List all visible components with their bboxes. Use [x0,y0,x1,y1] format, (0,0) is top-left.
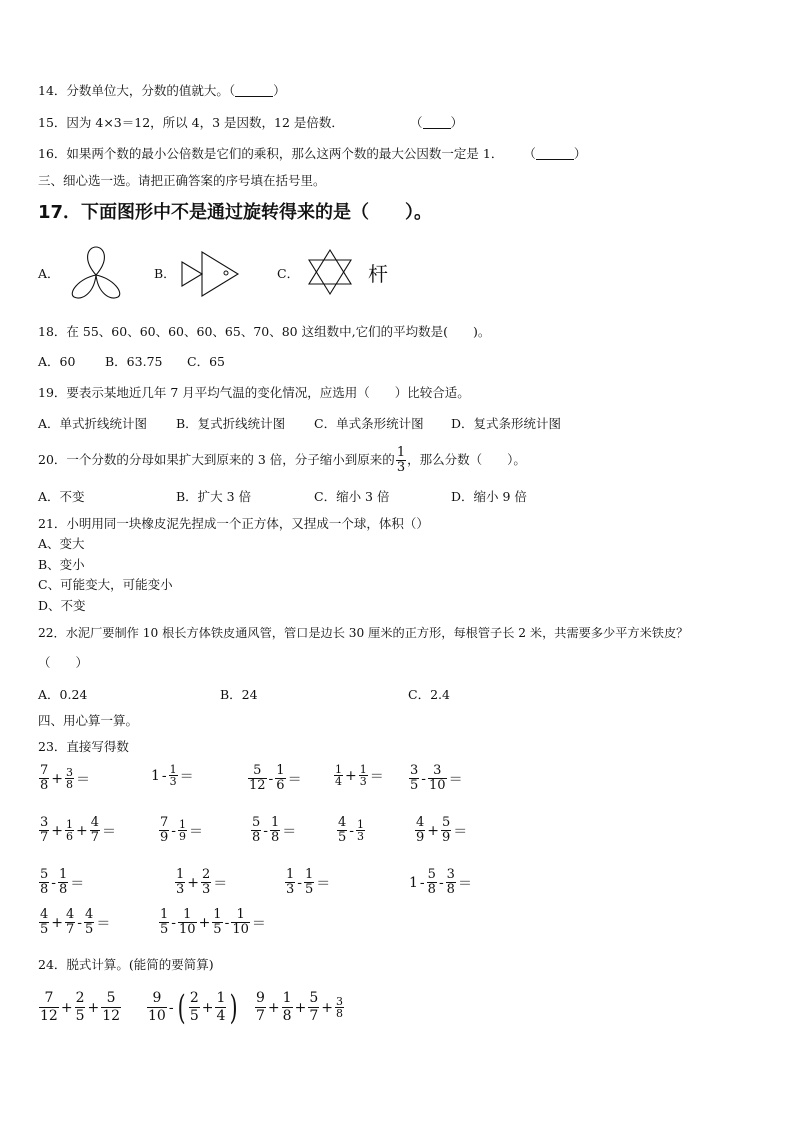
denominator: 3 [357,830,365,843]
numerator: 1 [357,818,365,831]
q17-option-c-char: 杆 [368,262,388,286]
fraction [178,819,187,842]
minus-sign: - [419,874,425,891]
denominator: 8 [40,882,49,897]
calc-expr [38,908,111,937]
numerator: 3 [66,766,74,779]
equals-sign: ＝ [251,915,266,932]
numerator: 4 [40,907,49,922]
plus-sign: + [294,999,307,1016]
equals-sign: ＝ [369,768,384,785]
plus-sign: + [267,999,280,1016]
fraction [175,868,185,897]
fraction [75,990,86,1025]
denominator: 5 [410,778,419,793]
paren-close: ) [230,987,239,1028]
question-15 [38,114,464,132]
numerator: 7 [40,763,49,778]
numerator: 1 [179,818,187,831]
numerator: 5 [101,990,121,1008]
denominator: 5 [75,1008,85,1024]
fraction [39,908,49,937]
q22-option-c[interactable]: C．2.4 [408,687,450,702]
question-19: 19．要表示某地近几年 7 月平均气温的变化情况，应选用（ ）比较合适。 [38,385,470,400]
equals-sign: ＝ [287,771,302,788]
question-22: 22．水泥厂要制作 10 根长方体铁皮通风管，管口是边长 30 厘米的正方形，每根管子长 2 米，共需要多少平方米铁皮？ [38,626,689,640]
numerator: 5 [442,815,451,830]
equals-sign: ＝ [316,875,331,892]
calc-expr [250,816,297,845]
fraction [231,908,250,937]
denominator: 7 [40,830,49,845]
fraction [441,816,451,845]
fraction [101,990,121,1025]
plus-sign: + [87,999,100,1016]
section-4-heading: 四、用心算一算。 [38,713,139,728]
trefoil-figure [64,245,128,301]
minus-sign: - [161,767,167,784]
denominator: 9 [179,830,187,843]
numerator: 4 [416,815,425,830]
numerator: 1 [59,867,68,882]
q19-option-b[interactable]: B．复式折线统计图 [176,416,286,431]
denominator: 5 [338,830,347,845]
denominator: 7 [90,830,100,845]
numerator: 5 [248,764,267,779]
denominator: 7 [256,1008,265,1024]
q17-option-a-label: A． [38,266,60,281]
fraction [304,868,314,897]
numerator: 3 [335,995,343,1008]
plus-sign: + [321,999,333,1016]
answer-blank[interactable] [423,116,451,129]
equals-sign: ＝ [189,823,204,840]
numerator: 5 [252,815,261,830]
equals-sign: ＝ [457,875,472,892]
plus-sign: + [198,914,211,931]
fraction [58,868,68,897]
q18-option-c[interactable]: C．65 [187,354,225,369]
plus-sign: + [51,822,64,839]
numerator: 2 [202,867,211,882]
calc-expr [414,816,468,845]
denominator: 6 [276,778,285,793]
numerator: 3 [410,763,419,778]
q21-option-c[interactable]: C、可能变大，可能变小 [38,577,173,592]
fraction [359,764,368,787]
numerator: 1 [271,815,280,830]
numerator: 9 [256,990,265,1006]
numerator: 1 [335,763,342,776]
minus-sign: - [438,874,444,891]
numerator: 1 [231,908,250,923]
denominator: 4 [216,1008,226,1024]
denominator: 9 [442,830,451,845]
q20-option-c[interactable]: C．缩小 3 倍 [314,489,390,504]
plus-sign: + [427,822,440,839]
denominator: 8 [446,882,455,897]
denominator: 8 [282,1008,292,1024]
fraction [282,990,293,1025]
q19-option-a[interactable]: A．单式折线统计图 [38,416,148,431]
minus-sign: - [51,874,57,891]
calc-expr [333,764,385,787]
numerator: 1 [359,763,367,776]
q16-answer[interactable] [523,146,586,161]
number: 1 [151,767,160,784]
q18-option-b[interactable]: B．63.75 [105,354,163,369]
fraction [335,996,344,1019]
denominator: 12 [102,1008,121,1024]
numerator: 2 [189,990,199,1006]
q17-option-c-label: C． [277,266,300,281]
fraction [409,764,419,793]
denominator: 8 [335,1007,343,1020]
equals-sign: ＝ [282,823,297,840]
numerator: 5 [427,867,436,882]
fraction [356,819,365,842]
q20-text-part2: ，那么分数（ ）。 [407,452,526,467]
fraction [201,868,211,897]
numerator: 1 [305,867,314,882]
numerator: 2 [75,990,85,1006]
question-24-title: 24．脱式计算。(能简的要简算) [38,957,214,972]
calc-expr [336,816,366,845]
calc-expr [38,816,117,845]
denominator: 4 [335,775,342,788]
numerator: 5 [40,867,49,882]
minus-sign: - [349,822,355,839]
numerator: 4 [85,907,94,922]
q14-text: 14．分数单位大，分数的值就大。（ [38,83,236,98]
q22-option-a[interactable]: A．0.24 [38,687,88,702]
calc-expr [146,987,241,1028]
denominator: 8 [66,778,74,791]
denominator: 3 [286,882,295,897]
q16-text: 16．如果两个数的最小公倍数是它们的乘积，那么这两个数的最大公因数一定是 1． [38,146,504,161]
numerator: 1 [160,907,169,922]
denominator: 10 [179,922,196,937]
plus-sign: + [345,767,357,784]
q15-answer[interactable] [410,114,463,132]
fraction [248,764,267,793]
fraction [169,764,178,787]
minus-sign: - [224,914,230,931]
numerator: 3 [40,815,49,830]
paren-open: ( [177,987,186,1028]
paren-open: （ [410,115,423,130]
q15-text: 15．因为 4×3＝12，所以 4，3 是因数，12 是倍数． [38,115,344,130]
fraction [65,908,75,937]
minus-sign: - [421,770,427,787]
section-3-heading: 三、细心选一选。请把正确答案的序号填在括号里。 [38,173,326,188]
calc-expr [408,868,473,897]
numerator: 3 [428,764,447,779]
denominator: 5 [189,1008,199,1024]
denominator: 10 [429,778,446,793]
fraction [255,990,266,1025]
minus-sign: - [268,770,274,787]
denominator: 8 [59,882,68,897]
minus-sign: - [171,914,177,931]
denominator: 9 [416,830,425,845]
paren-open: （ [523,146,536,161]
q20-option-b[interactable]: B．扩大 3 倍 [176,489,252,504]
fraction [285,868,295,897]
fraction [178,908,197,937]
answer-blank[interactable] [536,147,574,160]
calc-expr [284,868,331,897]
question-14 [38,82,286,100]
numerator: 3 [446,867,455,882]
denominator: 6 [66,830,74,843]
minus-sign: - [77,914,83,931]
equals-sign: ＝ [102,823,117,840]
numerator: 1 [213,907,222,922]
numerator: 4 [338,815,347,830]
fraction [39,990,59,1025]
fraction [275,764,285,793]
calc-expr [38,990,122,1025]
denominator: 3 [176,882,185,897]
numerator: 7 [39,990,59,1008]
minus-sign: - [168,999,174,1016]
question-17: 17．下面图形中不是通过旋转得来的是（ ）。 [38,202,433,223]
fraction [189,990,200,1025]
fraction [39,868,49,897]
equals-sign: ＝ [448,771,463,788]
denominator: 3 [359,775,367,788]
answer-blank[interactable] [235,84,273,97]
denominator: 5 [305,882,314,897]
minus-sign: - [297,874,303,891]
denominator: 7 [66,922,75,937]
fraction [415,816,425,845]
denominator: 8 [252,830,261,845]
plus-sign: + [51,914,64,931]
denominator: 8 [427,882,436,897]
equals-sign: ＝ [453,823,468,840]
calc-expr [254,990,345,1025]
fraction [39,816,49,845]
fraction-one-third [396,446,406,475]
calc-expr [408,764,464,793]
paren-close: ） [273,83,286,98]
denominator: 5 [160,922,169,937]
equals-sign: ＝ [96,915,111,932]
q20-option-a[interactable]: A．不变 [38,489,85,504]
denominator: 5 [85,922,94,937]
plus-sign: + [51,770,64,787]
plus-sign: + [187,874,200,891]
number: 1 [409,874,418,891]
denominator: 5 [40,922,49,937]
denominator: 10 [148,1008,166,1024]
fraction [84,908,94,937]
plus-sign: + [201,999,214,1016]
denominator: 8 [40,778,49,793]
question-21: 21．小明用同一块橡皮泥先捏成一个正方体，又捏成一个球，体积（） [38,516,429,531]
numerator: 1 [286,867,295,882]
denominator: 3 [202,882,211,897]
fraction [215,990,226,1025]
calc-expr [158,816,204,845]
q18-option-a[interactable]: A．60 [38,354,76,369]
q22-answer-paren[interactable]: （ ） [38,655,89,670]
question-18: 18．在 55、60、60、60、60、65、70、80 这组数中,它们的平均数是( )。 [38,324,491,339]
numerator: 5 [309,990,319,1006]
denominator: 12 [40,1008,58,1024]
calc-expr [38,868,85,897]
fraction [39,764,49,793]
question-20 [38,441,526,479]
plus-sign: + [76,822,88,839]
numerator: 4 [90,815,100,830]
fraction [65,819,74,842]
q21-option-a[interactable]: A、变大 [38,536,85,551]
denominator: 12 [249,778,266,793]
numerator: 1 [178,908,197,923]
numerator: 9 [147,990,167,1008]
fraction [334,764,343,787]
question-16 [38,145,586,163]
fraction [308,990,319,1025]
numerator: 1 [66,818,74,831]
calc-expr [150,764,195,787]
equals-sign: ＝ [76,771,91,788]
question-23-title: 23．直接写得数 [38,739,129,754]
q21-option-b[interactable]: B、变小 [38,557,85,572]
fraction [90,816,100,845]
numerator: 7 [160,815,169,830]
q19-option-d[interactable]: D．复式条形统计图 [451,416,562,431]
numerator: 1 [216,990,226,1006]
denominator: 8 [271,830,280,845]
denominator: 9 [160,830,169,845]
q20-text-part1: 20．一个分数的分母如果扩大到原来的 3 倍，分子缩小到原来的 [38,452,395,467]
denominator: 10 [232,922,249,937]
paren-close: ） [450,115,464,130]
equals-sign: ＝ [179,768,194,785]
numerator: 1 [176,867,185,882]
calc-expr [38,764,91,793]
equals-sign: ＝ [70,875,85,892]
fraction [427,868,437,897]
numerator: 1 [282,990,292,1006]
minus-sign: - [171,822,177,839]
q21-option-d[interactable]: D、不变 [38,598,86,613]
calc-expr [174,868,228,897]
q19-option-c[interactable]: C．单式条形统计图 [314,416,424,431]
fraction [65,767,74,790]
denominator: 3 [169,775,177,788]
numerator: 1 [169,763,177,776]
numerator: 1 [396,445,406,460]
q20-option-d[interactable]: D．缩小 9 倍 [451,489,527,504]
star-of-david-figure [306,248,354,296]
fraction [270,816,280,845]
calc-expr [158,908,267,937]
fraction [446,868,456,897]
equals-sign: ＝ [213,875,228,892]
fish-figure [180,250,240,298]
fraction [212,908,222,937]
denominator: 7 [309,1008,319,1024]
fraction [147,990,167,1025]
q22-option-b[interactable]: B．24 [220,687,258,702]
numerator: 4 [66,907,75,922]
fraction [159,908,169,937]
fraction [251,816,261,845]
paren-close: ） [573,146,587,161]
fraction [159,816,169,845]
numerator: 1 [276,763,285,778]
fraction [428,764,447,793]
q17-option-b-label: B． [154,266,176,281]
denominator: 5 [213,922,222,937]
fraction [337,816,347,845]
minus-sign: - [263,822,269,839]
denominator: 3 [396,460,406,475]
calc-expr [247,764,303,793]
plus-sign: + [60,999,73,1016]
